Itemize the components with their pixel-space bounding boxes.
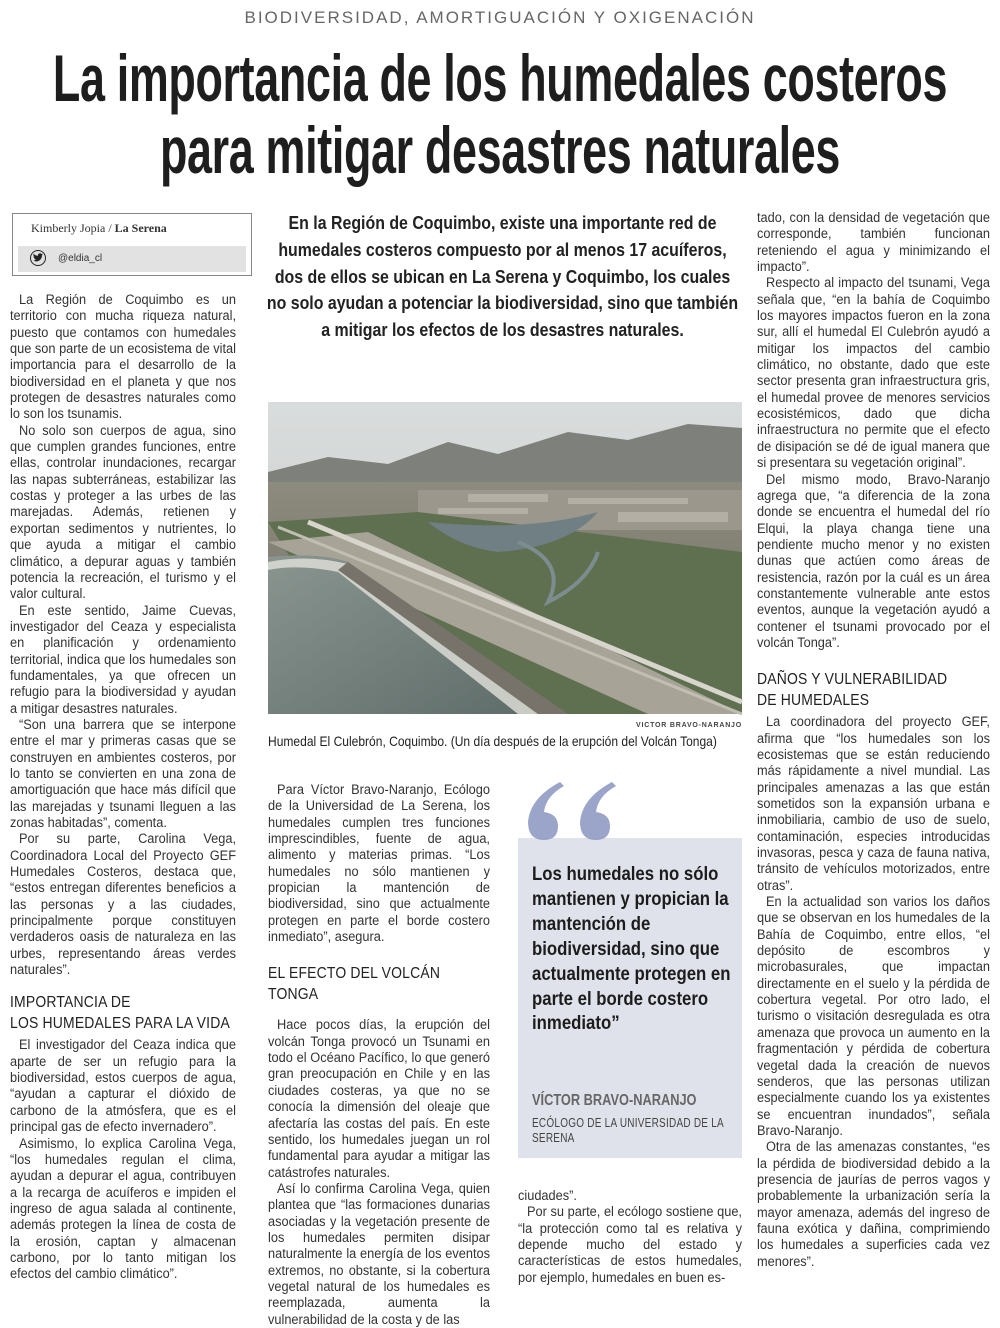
paragraph: Hace pocos días, la erupción del volcán Tonga provocó un Tsunami en todo el Océano Pacífico, lo que generó gran preocupación en Chile y en las ciudades costeras, ya que no se conocía la dimensión del oleaje que afectaría las costas del país. En este sentido, los humedales juegan un rol fundamental para ayudar a mitigar las catástrofes naturales. <box>268 1017 490 1181</box>
byline-box <box>12 213 252 276</box>
photo-credit: VICTOR BRAVO-NARANJO <box>636 722 742 729</box>
paragraph: Por su parte, el ecólogo sostiene que, “la protección como tal es relativa y depende mucho del estado y características de estos humedales, por ejemplo, humedales en buen es- <box>518 1204 742 1286</box>
subheading <box>10 992 236 1034</box>
right-column <box>757 210 990 1290</box>
wetland-aerial-photo <box>268 402 742 714</box>
subheading-line: LOS HUMEDALES PARA LA VIDA <box>10 1015 230 1033</box>
paragraph: En este sentido, Jaime Cuevas, investigador del Ceaza y especialista en planificación y ordenamiento territorial, indica que los humedales son fundamentales, ya que ofrecen un refugio para la biodiversidad y ayudan a mitigar desastres naturales. <box>10 602 236 717</box>
paragraph: El investigador del Ceaza indica que aparte de ser un refugio para la biodiversidad, estos cuerpos de agua, “ayudan a capturar el dióxido de carbono de la atmósfera, que es el principal gas de efecto invernadero”. <box>10 1037 236 1136</box>
paragraph: tado, con la densidad de vegetación que corresponde, también funcionan reteniendo el agua y minimizando el impacto”. <box>757 210 990 276</box>
paragraph: ciudades”. <box>518 1188 577 1204</box>
subheading-line: DE HUMEDALES <box>757 692 870 710</box>
pull-quote <box>518 838 742 1158</box>
section-kicker: BIODIVERSIDAD, AMORTIGUACIÓN Y OXIGENACIÓN <box>244 8 756 27</box>
paragraph: Para Víctor Bravo-Naranjo, Ecólogo de la Universidad de La Serena, los humedales cumplen tres funciones imprescindibles, fuente de agua, alimento y materias primas. “Los humedales no sólo mantienen y propician la mantención de biodiversidad, sino que actualmente protegen en parte el borde costero inmediato”, asegura. <box>268 782 490 946</box>
headline-line-2: para mitigar desastres naturales <box>159 113 841 187</box>
quote-mark-icon <box>520 780 620 847</box>
middle-column <box>268 782 490 1328</box>
paragraph: Otra de las amenazas constantes, “es la pérdida de biodiversidad debido a la presencia de jaurías de perros vagos y probablemente la urbanización sería la mayor amenaza, además del ingreso de fauna exótica y dañina, comprimiendo los humedales a superficies cada vez menores”. <box>757 1139 990 1270</box>
paragraph: “Son una barrera que se interpone entre el mar y primeras casas que se construyen en ambientes costeros, por lo tanto se convierten en una zona de amortiguación que hace más difícil que las marejadas y tsunami lleguen a las zonas habitadas”, comenta. <box>10 716 236 831</box>
subheading-line: DAÑOS Y VULNERABILIDAD <box>757 671 948 689</box>
pull-quote-text: Los humedales no sólo mantienen y propician la mantención de biodiversidad, sino que actualmente protegen en parte el borde costero inmediato” <box>532 863 731 1035</box>
twitter-bird-icon <box>30 250 46 266</box>
paragraph: En la actualidad son varios los daños que se observan en los humedales de la Bahía de Coquimbo, entre ellos, “el depósito de escombros y microbasurales, que impactan directamente en el suelo y la pérdida de cobertura vegetal. Por otro lado, el turismo o visitación desregulada es otra amenaza que provoca un aumento en la fragmentación y pérdida de cobertura vegetal dada la creación de nuevos senderos, que las personas utilizan especialmente cuando los ya existentes se encuentran inundados”, señala Bravo-Naranjo. <box>757 894 990 1139</box>
quote-column-continuation <box>518 1188 742 1288</box>
paragraph: No solo son cuerpos de agua, sino que cumplen grandes funciones, entre ellas, controlar inundaciones, recargar las napas subterráneas, estabilizar las costas y proteger a las urbes de las marejadas. Además, retienen y exportan sedimentos y nutrientes, lo que ayuda a mitigar el cambio climático, a depurar aguas y también potencia la recreación, el turismo y el valor cultural. <box>10 422 236 603</box>
lead-text: En la Región de Coquimbo, existe una importante red de humedales costeros compuesto por al menos 17 acuíferos, dos de ellos se ubican en La Serena y Coquimbo, los cuales no solo ayudan a potenciar la biodiversidad, sino que también a mitigar los efectos de los desastres naturales. <box>266 212 739 341</box>
twitter-bar <box>18 246 246 272</box>
headline-line-1: La importancia de los humedales costeros <box>52 41 948 115</box>
twitter-handle[interactable]: @eldia_cl <box>58 253 103 264</box>
left-column <box>10 292 236 1292</box>
byline-city: La Serena <box>114 221 167 235</box>
paragraph: Por su parte, Carolina Vega, Coordinadora Local del Proyecto GEF Humedales Costeros, destaca que, “estos entregan diferentes beneficios a las personas y a las ciudades, principalmente porque constituyen verdaderos oasis de naturaleza en las urbes, representando áreas verdes naturales”. <box>10 831 236 979</box>
headline <box>4 42 997 186</box>
paragraph: Así lo confirma Carolina Vega, quien plantea que “las formaciones dunarias asociadas y la vegetación presente de los humedales permiten disipar naturalmente la energía de los eventos extremos, no obstante, si la cobertura vegetal natural de los humedales es reemplazada, aumenta la vulnerabilidad de la costa y de las <box>268 1180 490 1328</box>
pull-quote-author: VÍCTOR BRAVO-NARANJO <box>532 1092 697 1109</box>
lead-paragraph <box>265 210 740 344</box>
paragraph: Del mismo modo, Bravo-Naranjo agrega que, “a diferencia de la zona donde se encuentra el humedal del río Elqui, la playa changa tiene una pendiente mucho menor y no existen dunas que actúen como áreas de resistencia, razón por la cuál es un área constantemente vulnerable ante estos eventos, aunque la vegetación ayudó a contener el tsunami provocado por el volcán Tonga”. <box>757 471 990 651</box>
paragraph: La coordinadora del proyecto GEF, afirma que “los humedales son los ecosistemas que se están reduciendo más rápidamente a nivel mundial. Las principales amenazas a las que están sometidos son la expansión urbana e inmobiliaria, cambio de uso de suelo, contaminación, especies introducidas invasoras, pesca y caza de fauna nativa, tránsito de vehículos motorizados, entre otras”. <box>757 714 990 894</box>
author-name: Kimberly Jopia <box>31 221 106 235</box>
byline <box>31 221 167 236</box>
photo-caption: Humedal El Culebrón, Coquimbo. (Un día después de la erupción del Volcán Tonga) <box>268 733 717 749</box>
subheading <box>757 669 990 711</box>
pull-quote-role: ECÓLOGO DE LA UNIVERSIDAD DE LA SERENA <box>532 1116 724 1145</box>
subheading: EL EFECTO DEL VOLCÁN TONGA <box>268 965 441 1004</box>
subheading-line: IMPORTANCIA DE <box>10 994 131 1012</box>
byline-separator: / <box>108 221 112 235</box>
paragraph: La Región de Coquimbo es un territorio con mucha riqueza natural, puesto que contamos con humedales que son parte de un ecosistema de vital importancia para el desarrollo de la biodiversidad en el planeta y que nos protegen de desastres naturales como lo son los tsunamis. <box>10 292 236 423</box>
paragraph: Asimismo, lo explica Carolina Vega, “los humedales regulan el clima, ayudan a depurar el agua, contribuyen a la recarga de acuíferos e impiden el ingreso de agua salada al continente, además protegen la línea de costa de la erosión, captan y almacenan carbono, por lo tanto mitigan los efectos del cambio climático”. <box>10 1135 236 1283</box>
paragraph: Respecto al impacto del tsunami, Vega señala que, “en la bahía de Coquimbo los mayores impactos fueron en la zona sur, allí el humedal El Culebrón ayudó a mitigar los impactos del cambio climático, no obstante, dado que este sector presenta gran infraestructura gris, el humedal provee de menores servicios ecosistémicos, dado que dicha infraestructura no permite que el efecto de disipación se dé de igual manera que si presentara su vegetación original”. <box>757 275 990 472</box>
